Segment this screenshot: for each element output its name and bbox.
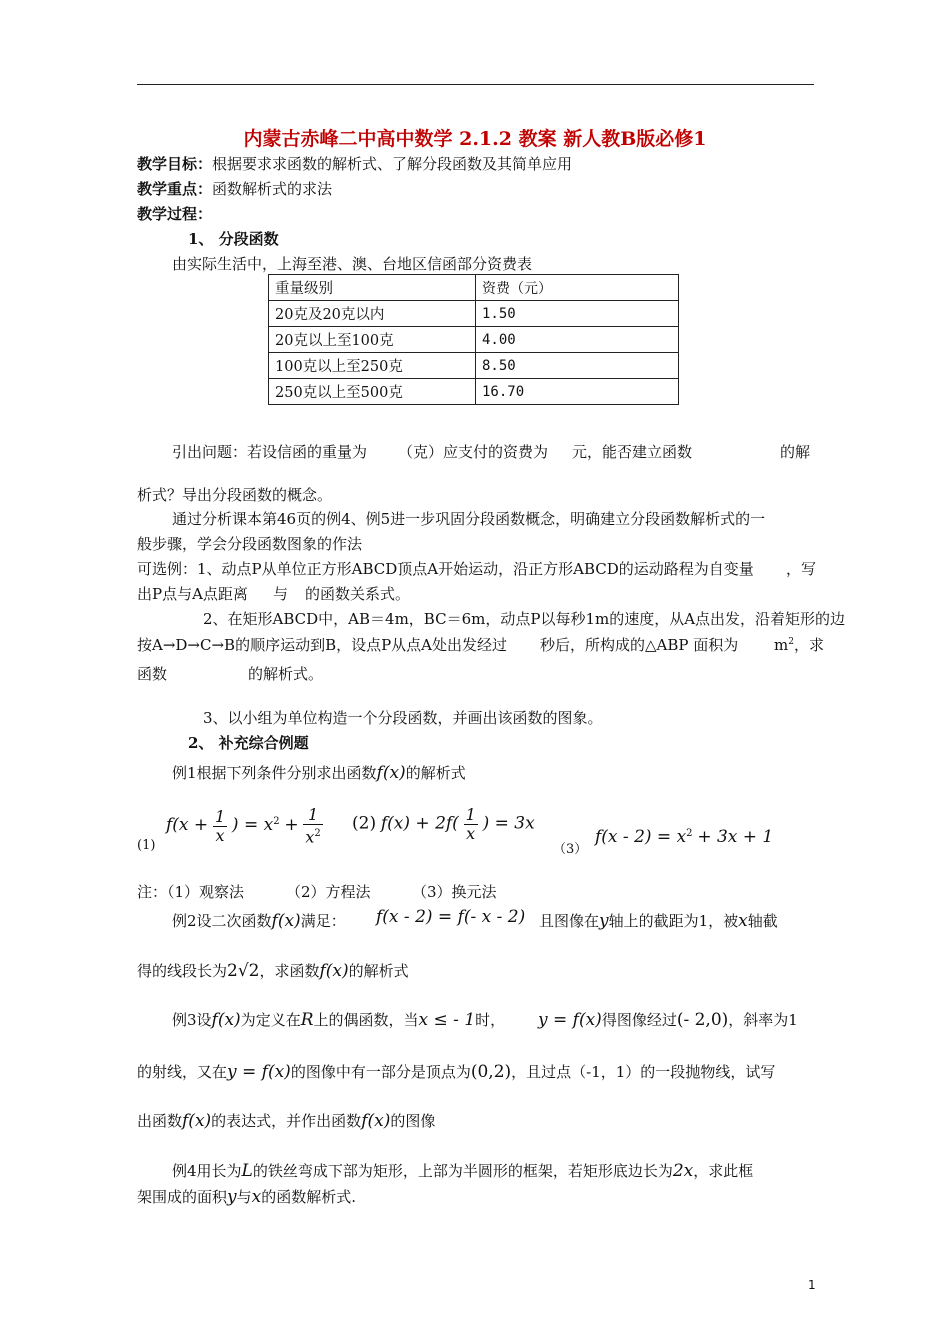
table-cell: 4.00 bbox=[476, 327, 679, 353]
fee-table bbox=[268, 274, 679, 405]
table-cell: 250克以上至500克 bbox=[269, 379, 476, 405]
ex2-fx2: f(x) bbox=[319, 961, 349, 981]
ex4-2x: 2x bbox=[672, 1161, 694, 1181]
ex2-e: 轴截 bbox=[747, 912, 778, 930]
para4-c: 秒后，所构成的△ABP 面积为 bbox=[540, 636, 739, 654]
frac-num: 1 bbox=[465, 805, 476, 824]
ex3-b: 为定义在 bbox=[240, 1011, 301, 1029]
ex2-g: ，求函数 bbox=[259, 962, 320, 980]
ex2-a: 例2设二次函数 bbox=[172, 912, 272, 930]
para2-b: 般步骤，学会分段函数图象的作法 bbox=[137, 535, 363, 553]
ex3-a: 例3设 bbox=[172, 1011, 212, 1029]
note-m3: （3）换元法 bbox=[412, 883, 497, 901]
frac-num: 1 bbox=[214, 806, 226, 826]
para4-g: 的解析式。 bbox=[248, 665, 324, 683]
ex4-d: 架围成的面积 bbox=[137, 1188, 228, 1206]
ex4-b: 的铁丝弯成下部为矩形，上部为半圆形的框架，若矩形底边长为 bbox=[252, 1162, 673, 1180]
note-m2: （2）方程法 bbox=[286, 883, 371, 901]
para5: 3、以小组为单位构造一个分段函数，并画出该函数的图象。 bbox=[203, 709, 603, 727]
note-line bbox=[137, 881, 244, 902]
ex3-d: 时， bbox=[475, 1011, 506, 1029]
ex3-fx: f(x) bbox=[211, 1010, 241, 1030]
table-row bbox=[269, 301, 679, 327]
ex3-j: 出函数 bbox=[137, 1112, 183, 1130]
ex3-yfx2: y = f(x) bbox=[227, 1062, 291, 1082]
ex3-i: ，且过点（-1，1）的一段抛物线，试写 bbox=[511, 1063, 776, 1081]
para3-d: 与 bbox=[273, 585, 289, 603]
ex3-h: 的图像中有一部分是顶点为 bbox=[290, 1063, 471, 1081]
para4-b: 按A→D→C→B的顺序运动到B，设点P从点A处出发经过 bbox=[137, 636, 508, 654]
ex3-line1-rest bbox=[538, 1009, 798, 1030]
table-row bbox=[269, 353, 679, 379]
para4-unit bbox=[774, 634, 824, 655]
ex4-c: ，求此框 bbox=[693, 1162, 754, 1180]
ex2-fx: f(x) bbox=[271, 911, 301, 931]
ex2-x: x bbox=[738, 911, 748, 931]
ex3-line2 bbox=[137, 1061, 775, 1082]
table-cell: 20克及20克以内 bbox=[269, 301, 476, 327]
table-row bbox=[269, 327, 679, 353]
para4-m-sup: 2 bbox=[788, 637, 794, 647]
frac-den: x bbox=[215, 825, 225, 845]
para4-m: m bbox=[774, 636, 789, 654]
ex1-fx: f(x) bbox=[376, 763, 406, 783]
ex2-y: y bbox=[599, 911, 609, 931]
ex2-sqrt: 2√2 bbox=[227, 961, 260, 981]
ex1-f3: f(x - 2) = x bbox=[595, 827, 687, 847]
focus-label: 教学重点： bbox=[137, 180, 213, 198]
ex3-vertex: (0,2) bbox=[470, 1062, 512, 1082]
table-header-cell: 资费（元） bbox=[476, 275, 679, 301]
frac-num: 1 bbox=[303, 806, 322, 825]
ex2-c: 且图像在 bbox=[539, 912, 600, 930]
ex1-n3: （3） bbox=[553, 842, 588, 857]
para1-c: 元，能否建立函数 bbox=[572, 443, 693, 461]
para1-a: 引出问题：若设信函的重量为 bbox=[172, 443, 368, 461]
ex1-formula3 bbox=[595, 827, 773, 847]
para3-b: ，写 bbox=[786, 560, 817, 578]
process-label: 教学过程： bbox=[137, 205, 213, 223]
para1-b: （克）应支付的资费为 bbox=[398, 443, 549, 461]
ex1-frac2 bbox=[303, 806, 322, 846]
table-cell: 1.50 bbox=[476, 301, 679, 327]
section2-heading: 2、 补充综合例题 bbox=[188, 734, 309, 752]
ex1-n1: (1) bbox=[137, 838, 156, 853]
ex1-n2: (2) bbox=[352, 813, 377, 834]
document-title: 内蒙古赤峰二中高中数学 2.1.2 教案 新人教B版必修1 bbox=[243, 128, 707, 150]
ex1-frac1 bbox=[213, 808, 227, 845]
ex1-formula2 bbox=[352, 806, 535, 843]
ex2-d: 轴上的截距为1，被 bbox=[608, 912, 739, 930]
objective-line bbox=[137, 153, 572, 174]
ex3-fx3: f(x) bbox=[361, 1111, 391, 1131]
ex1-sq1: 2 bbox=[273, 816, 280, 828]
ex3-c: 上的偶函数，当 bbox=[313, 1011, 419, 1029]
table-row bbox=[269, 379, 679, 405]
section1-intro: 由实际生活中，上海至港、澳、台地区信函部分资费表 bbox=[172, 255, 533, 273]
ex1-f2b: ) = 3x bbox=[482, 813, 535, 834]
para1-e: 析式？导出分段函数的概念。 bbox=[137, 486, 333, 504]
frac-den-sq: 2 bbox=[314, 828, 321, 839]
ex4-y: y bbox=[227, 1187, 237, 1207]
ex4-line2 bbox=[137, 1186, 356, 1207]
ex3-k: 的表达式，并作出函数 bbox=[211, 1112, 362, 1130]
ex4-line1 bbox=[172, 1160, 753, 1181]
ex3-yfx: y = f(x) bbox=[538, 1010, 602, 1030]
ex1-lead-line bbox=[172, 762, 466, 783]
ex2-cond: f(x - 2) = f(- x - 2) bbox=[376, 907, 526, 927]
para4-a: 2、在矩形ABCD中，AB＝4m，BC＝6m，动点P以每秒1m的速度，从A点出发，沿着矩形的边 bbox=[203, 610, 846, 628]
note-m1: （1）观察法 bbox=[167, 883, 245, 901]
para3-a: 可选例：1、动点P从单位正方形ABCD顶点A开始运动，沿正方形ABCD的运动路程为自变量 bbox=[137, 560, 754, 578]
ex1-lead: 例1根据下列条件分别求出函数 bbox=[172, 764, 377, 782]
ex4-a: 例4用长为 bbox=[172, 1162, 242, 1180]
ex1-formula1 bbox=[166, 806, 323, 846]
ex1-tail: 的解析式 bbox=[405, 764, 466, 782]
ex1-sq3: 2 bbox=[686, 828, 693, 839]
para3-c: 出P点与A点距离 bbox=[137, 585, 248, 603]
ex2-line2 bbox=[137, 960, 409, 981]
ex1-plus: + bbox=[284, 815, 299, 836]
ex1-f3b: + 3x + 1 bbox=[697, 827, 774, 847]
ex3-pt: (- 2,0) bbox=[676, 1010, 729, 1030]
page-number: 1 bbox=[808, 1278, 816, 1292]
ex3-R: R bbox=[300, 1010, 314, 1030]
ex3-line1 bbox=[172, 1009, 505, 1030]
frac-den-x: x bbox=[305, 827, 315, 847]
ex2-b: 满足： bbox=[300, 912, 346, 930]
ex2-f: 得的线段长为 bbox=[137, 962, 228, 980]
ex1-f2a: f(x) + 2f( bbox=[380, 813, 459, 834]
ex1-frac3 bbox=[464, 806, 478, 843]
ex3-fx2: f(x) bbox=[182, 1111, 212, 1131]
ex2-line1 bbox=[172, 910, 346, 931]
para2-a: 通过分析课本第46页的例4、例5进一步巩固分段函数概念，明确建立分段函数解析式的一 bbox=[172, 510, 766, 528]
focus-text: 函数解析式的求法 bbox=[212, 180, 333, 198]
ex4-x: x bbox=[251, 1187, 262, 1207]
table-cell: 20克以上至100克 bbox=[269, 327, 476, 353]
table-header-row bbox=[269, 275, 679, 301]
ex4-f: 的函数解析式. bbox=[261, 1188, 357, 1206]
frac-den bbox=[303, 825, 322, 846]
objective-text: 根据要求求函数的解析式、了解分段函数及其简单应用 bbox=[212, 155, 573, 173]
table-cell: 16.70 bbox=[476, 379, 679, 405]
frac-den: x bbox=[466, 824, 476, 843]
ex1-f1b: ) = x bbox=[231, 815, 274, 836]
ex3-f: ，斜率为1 bbox=[728, 1011, 798, 1029]
ex4-e: 与 bbox=[236, 1188, 252, 1206]
section1-heading: 1、 分段函数 bbox=[188, 230, 279, 248]
ex2-h: 的解析式 bbox=[348, 962, 409, 980]
table-cell: 100克以上至250克 bbox=[269, 353, 476, 379]
ex3-g: 的射线，又在 bbox=[137, 1063, 228, 1081]
objective-label: 教学目标： bbox=[137, 155, 213, 173]
ex3-l: 的图像 bbox=[390, 1112, 436, 1130]
note-label: 注： bbox=[137, 883, 168, 901]
para4-e: ，求 bbox=[793, 636, 824, 654]
ex4-L: L bbox=[241, 1161, 253, 1181]
ex3-cond: x ≤ - 1 bbox=[418, 1010, 476, 1030]
ex3-e: 得图像经过 bbox=[601, 1011, 677, 1029]
table-header-cell: 重量级别 bbox=[269, 275, 476, 301]
para3-e: 的函数关系式。 bbox=[305, 585, 411, 603]
header-rule bbox=[137, 84, 814, 85]
para4-f: 函数 bbox=[137, 665, 168, 683]
table-cell: 8.50 bbox=[476, 353, 679, 379]
para1-d: 的解 bbox=[780, 443, 811, 461]
focus-line bbox=[137, 178, 332, 199]
ex3-line3 bbox=[137, 1110, 435, 1131]
ex2-line1-rest bbox=[539, 910, 778, 931]
ex1-f1a: f(x + bbox=[166, 815, 209, 836]
